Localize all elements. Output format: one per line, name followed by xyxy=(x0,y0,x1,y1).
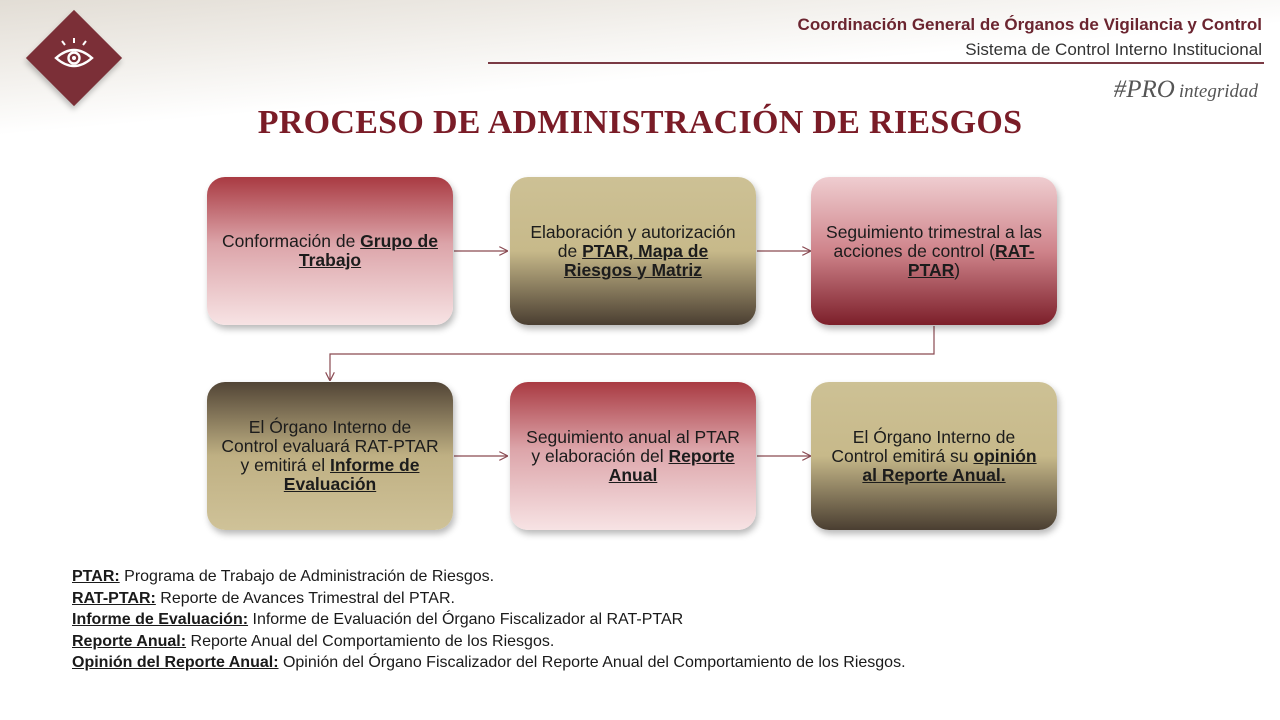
step-reporte-anual: Seguimiento anual al PTAR y elaboración del Reporte Anual xyxy=(510,382,756,530)
page-title: PROCESO DE ADMINISTRACIÓN DE RIESGOS xyxy=(257,104,1023,141)
step-conformacion-grupo: Conformación de Grupo de Trabajo xyxy=(207,177,453,325)
step-seguimiento-trimestral: Seguimiento trimestral a las acciones de control (RAT-PTAR) xyxy=(811,177,1057,325)
glossary-item: Opinión del Reporte Anual: Opinión del Órgano Fiscalizador del Reporte Anual del Comportamiento de los Riesgos. xyxy=(72,654,906,671)
glossary xyxy=(72,566,906,674)
glossary-item: Informe de Evaluación: Informe de Evaluación del Órgano Fiscalizador al RAT-PTAR xyxy=(72,611,684,628)
hashtag-sub: integridad xyxy=(1178,81,1258,102)
system-name: Sistema de Control Interno Institucional xyxy=(965,40,1262,59)
arrow-step3-to-step4 xyxy=(330,326,934,380)
step-elaboracion-ptar: Elaboración y autorización de PTAR, Mapa de Riesgos y Matriz xyxy=(510,177,756,325)
glossary-item: PTAR: Programa de Trabajo de Administración de Riesgos. xyxy=(72,568,495,585)
organization-name: Coordinación General de Órganos de Vigilancia y Control xyxy=(797,15,1262,34)
hashtag-main: #PRO xyxy=(1113,76,1175,103)
glossary-item: RAT-PTAR: Reporte de Avances Trimestral del PTAR. xyxy=(72,589,455,607)
step-opinion-reporte: El Órgano Interno de Control emitirá su opinión al Reporte Anual. xyxy=(811,382,1057,530)
glossary-item: Reporte Anual: Reporte Anual del Comportamiento de los Riesgos. xyxy=(72,632,555,650)
step-informe-evaluacion: El Órgano Interno de Control evaluará RAT-PTAR y emitirá el Informe de Evaluación xyxy=(207,382,453,530)
